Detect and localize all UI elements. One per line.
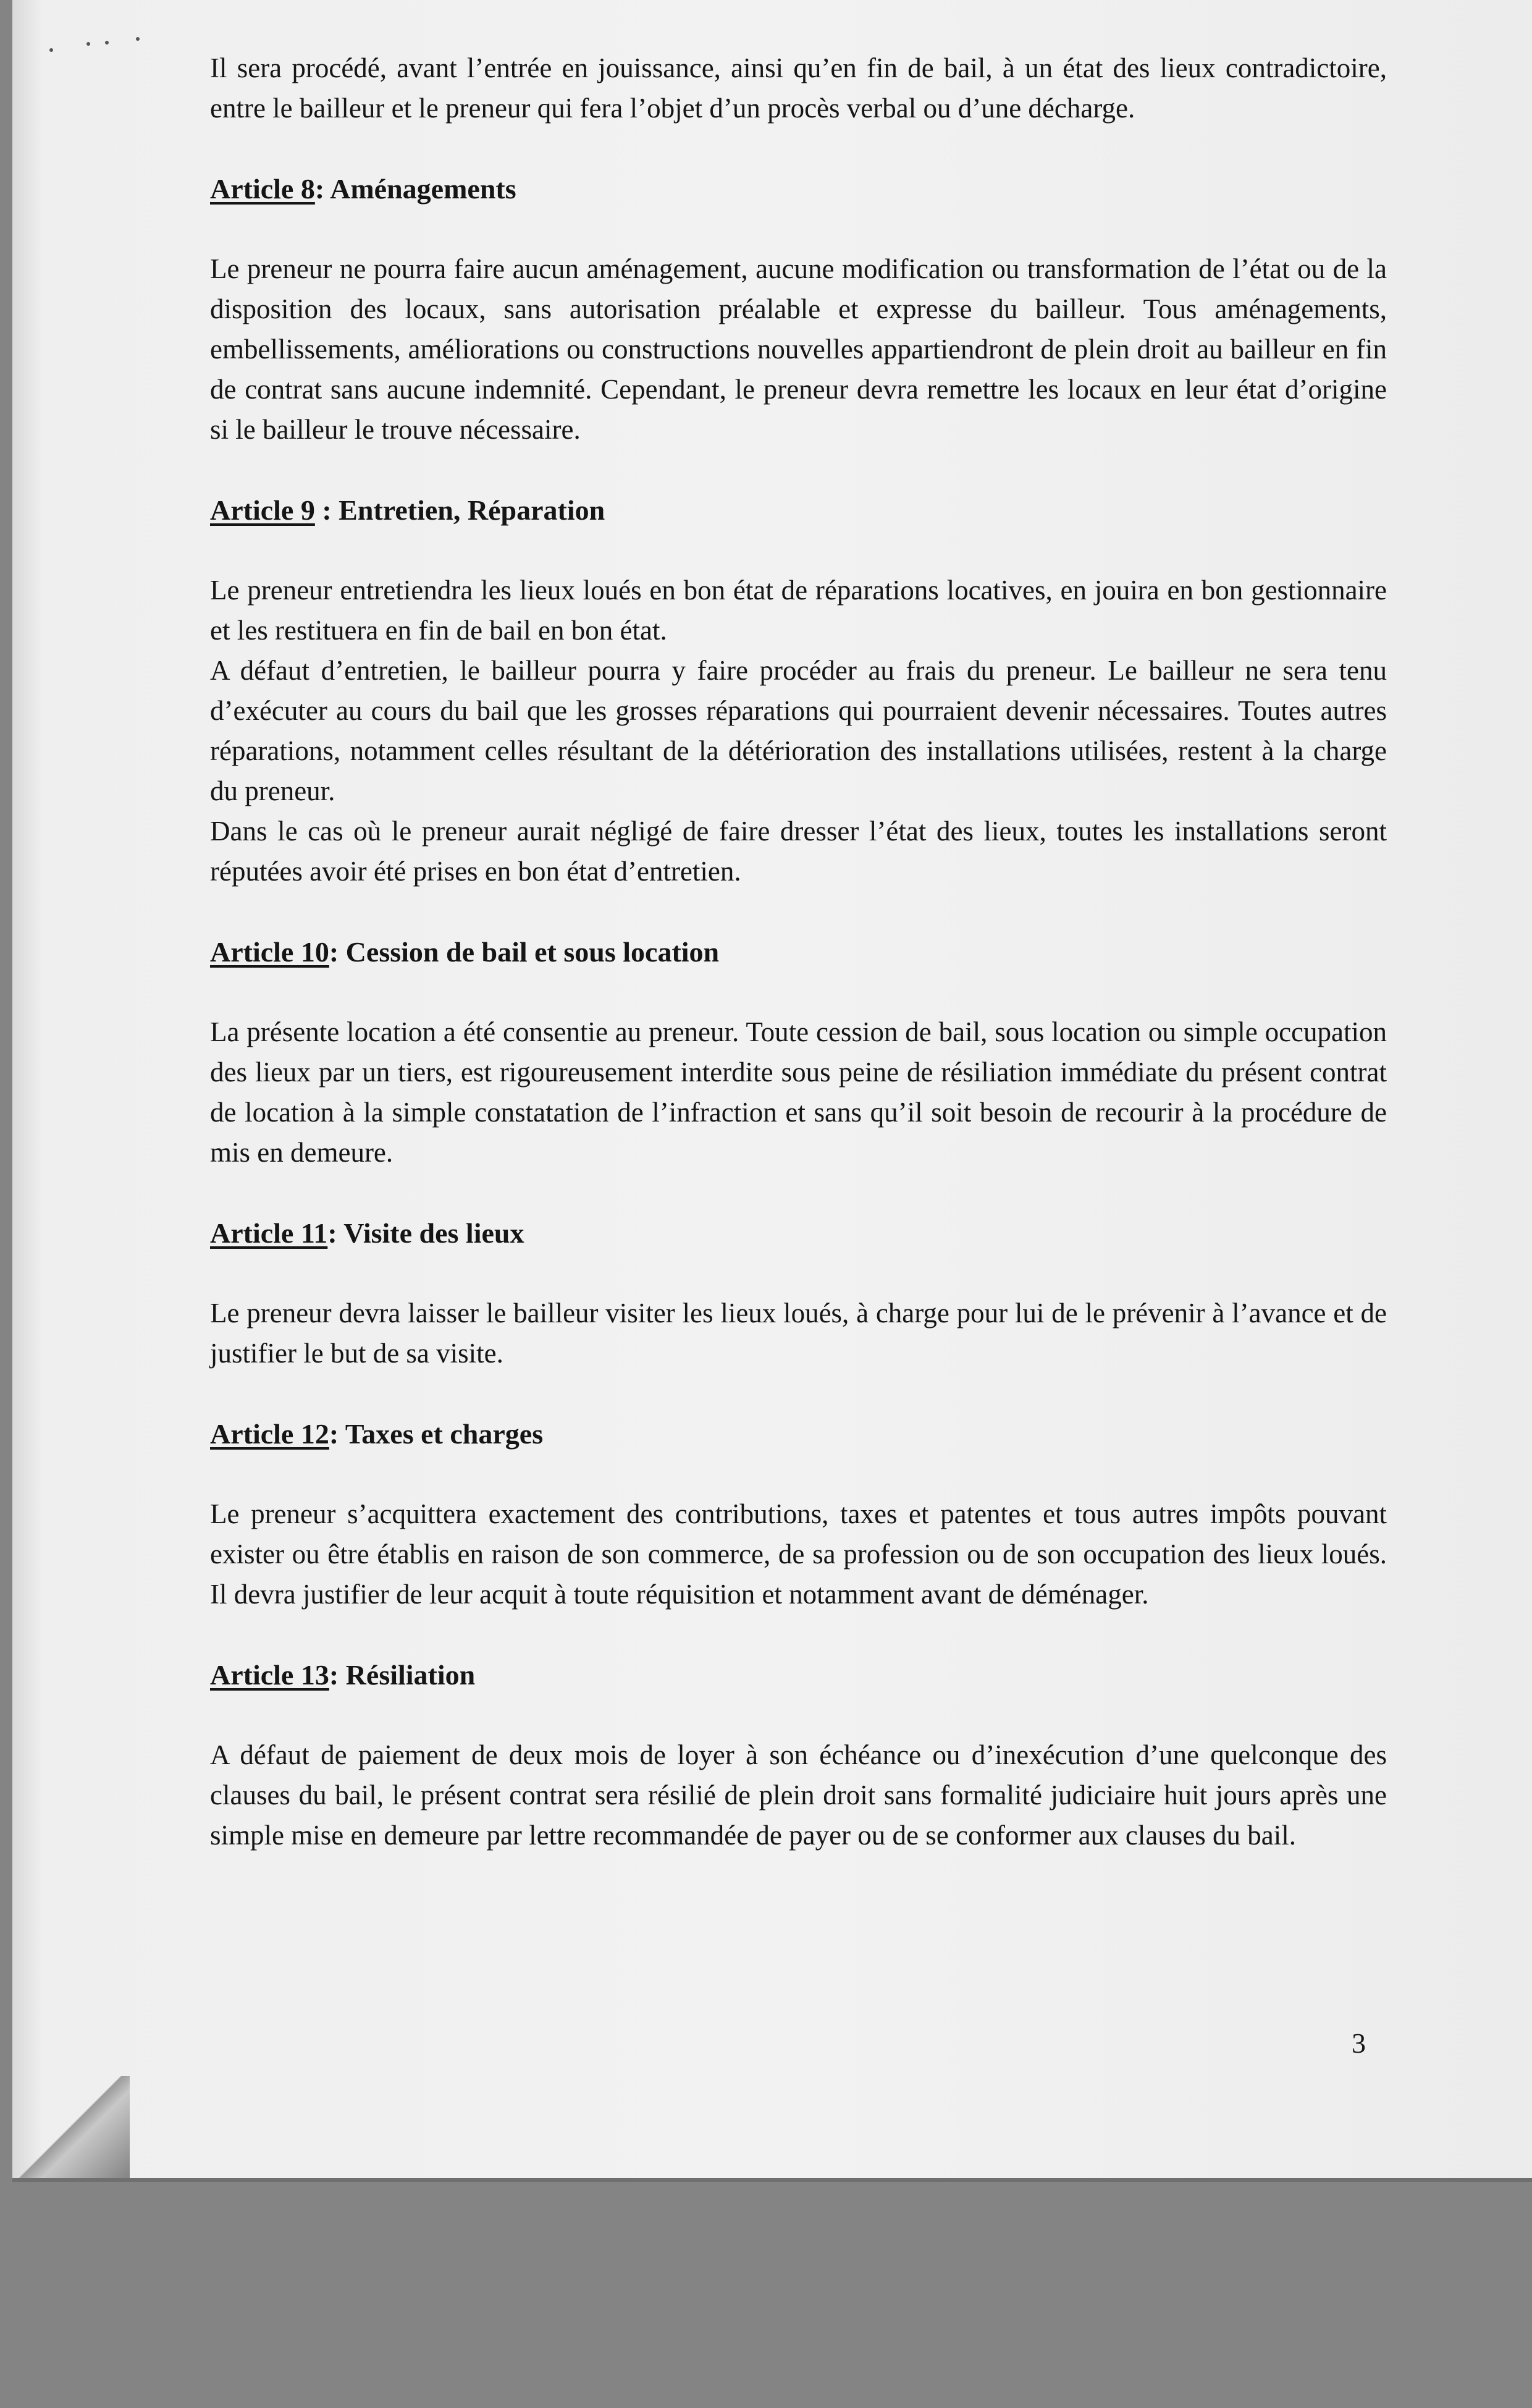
article-label: Article 13 bbox=[210, 1659, 329, 1691]
article-heading bbox=[210, 169, 1387, 209]
article-heading bbox=[210, 1414, 1387, 1454]
scan-speck bbox=[86, 42, 90, 46]
scan-speck bbox=[49, 48, 53, 52]
article-10 bbox=[210, 932, 1387, 1213]
article-paragraph: Le preneur ne pourra faire aucun aménagement, aucune modification ou transformation de l’état ou de la disposition des locaux, sans autorisation préalable et expresse du bailleur. Tous aménagements, embellissements, améliorations ou constructions nouvelles appartiendront de plein droit au bailleur en fin de contrat sans aucune indemnité. Cependant, le preneur devra remettre les locaux en leur état d’origine si le bailleur le trouve nécessaire. bbox=[210, 253, 1387, 445]
article-paragraph: Le preneur entretiendra les lieux loués en bon état de réparations locatives, en jouira en bon gestionnaire et les restituera en fin de bail en bon état. bbox=[210, 575, 1387, 646]
article-label: Article 12 bbox=[210, 1418, 329, 1450]
article-label: Article 11 bbox=[210, 1217, 328, 1249]
article-heading bbox=[210, 490, 1387, 530]
article-paragraph: A défaut de paiement de deux mois de loyer à son échéance ou d’inexécution d’une quelconque des clauses du bail, le présent contrat sera résilié de plein droit sans formalité judiciaire huit jours après une simple mise en demeure par lettre recommandée de payer ou de se conformer aux clauses du bail. bbox=[210, 1739, 1387, 1851]
article-label: Article 10 bbox=[210, 936, 329, 968]
article-13 bbox=[210, 1655, 1387, 1856]
folded-corner bbox=[12, 2076, 130, 2178]
article-heading bbox=[210, 932, 1387, 972]
article-label: Article 9 bbox=[210, 494, 315, 526]
article-8 bbox=[210, 169, 1387, 490]
article-11 bbox=[210, 1213, 1387, 1414]
article-paragraph: A défaut d’entretien, le bailleur pourra y faire procéder au frais du preneur. Le bailleur ne sera tenu d’exécuter au cours du bail que les grosses réparations qui pourraient devenir nécessaires. Toutes autres réparations, notamment celles résultant de la détérioration des installations utilisées, restent à la charge du preneur. bbox=[210, 655, 1387, 806]
document-page bbox=[12, 0, 1532, 2178]
article-title: : Taxes et charges bbox=[329, 1418, 544, 1450]
intro-paragraph: Il sera procédé, avant l’entrée en jouissance, ainsi qu’en fin de bail, à un état des lieux contradictoire, entre le bailleur et le preneur qui fera l’objet d’un procès verbal ou d’une décharge. bbox=[210, 53, 1387, 124]
article-title: : Entretien, Réparation bbox=[314, 494, 605, 526]
scan-speck bbox=[136, 37, 140, 41]
article-heading bbox=[210, 1213, 1387, 1253]
article-paragraph: Le preneur s’acquittera exactement des contributions, taxes et patentes et tous autres impôts pouvant exister ou être établis en raison de son commerce, de sa profession ou de son occupation des lieux loués. Il devra justifier de leur acquit à toute réquisition et notamment avant de déménager. bbox=[210, 1498, 1387, 1610]
article-label: Article 8 bbox=[210, 173, 315, 205]
page-number: 3 bbox=[1352, 2027, 1366, 2059]
article-title: : Cession de bail et sous location bbox=[329, 936, 720, 968]
article-title: : Résiliation bbox=[329, 1659, 476, 1691]
document-body bbox=[210, 48, 1387, 1856]
article-12 bbox=[210, 1414, 1387, 1655]
article-paragraph: Le preneur devra laisser le bailleur visiter les lieux loués, à charge pour lui de le prévenir à l’avance et de justifier le but de sa visite. bbox=[210, 1298, 1387, 1369]
article-title: : Visite des lieux bbox=[327, 1217, 524, 1249]
article-heading bbox=[210, 1655, 1387, 1695]
article-title: : Aménagements bbox=[314, 173, 516, 205]
article-paragraph: Dans le cas où le preneur aurait négligé de faire dresser l’état des lieux, toutes les installations seront réputées avoir été prises en bon état d’entretien. bbox=[210, 816, 1387, 887]
article-9 bbox=[210, 490, 1387, 932]
scan-speck bbox=[105, 41, 109, 44]
article-paragraph: La présente location a été consentie au preneur. Toute cession de bail, sous location ou simple occupation des lieux par un tiers, est rigoureusement interdite sous peine de résiliation immédiate du présent contrat de location à la simple constatation de l’infraction et sans qu’il soit besoin de recourir à la procédure de mis en demeure. bbox=[210, 1016, 1387, 1168]
